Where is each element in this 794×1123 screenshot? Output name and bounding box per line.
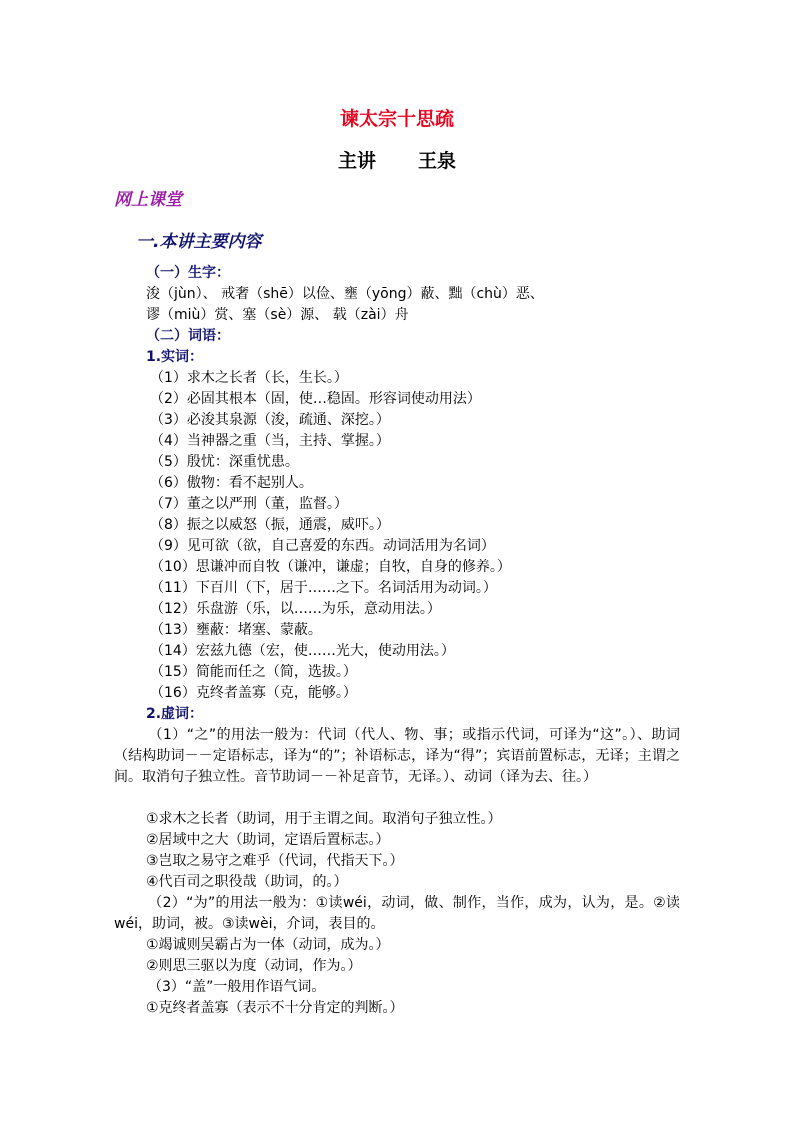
content-word-item: （15）简能而任之（简，选拔。） [150,664,357,680]
content-word-item: （14）宏兹九德（宏，使……光大，使动用法。） [150,643,455,659]
content-word-item: （2）必固其根本（固，使…稳固。形容词使动用法） [150,391,481,407]
content-word-item: （12）乐盘游（乐，以……为乐，意动用法。） [150,601,441,617]
content-word-item: （6）傲物：看不起别人。 [150,475,313,491]
zhi-usage-paragraph [114,725,680,788]
content-word-item: （8）振之以威怒（振，通震，威吓。） [150,517,390,533]
wei-example: ①竭诚则吴霸占为一体（动词，成为。） [146,937,390,953]
wei-usage-paragraph [114,893,680,935]
content-word-item: （3）必浚其泉源（浚，疏通、深挖。） [150,412,390,428]
new-characters-line: 谬（miù）赏、塞（sè）源、 载（zài）舟 [146,307,409,323]
zhi-example: ①求木之长者（助词，用于主谓之间。取消句子独立性。） [146,811,502,827]
function-words-label: 2.虚词： [146,706,204,722]
gai-example: ①克终者盖寡（表示不十分肯定的判断。） [146,1000,404,1016]
zhi-example: ④代百司之职役哉（助词，的。） [146,874,348,890]
zhi-example: ②居域中之大（助词，定语后置标志。） [146,832,390,848]
zhi-usage-text: （1）“之”的用法一般为：代词（代人、物、事；或指示代词，可译为“这”。）、助词（结构助词－－定语标志，译为“的”；补语标志，译为“得”；宾语前置标志，无译；主谓之间。取消句子独立性。音节助词－－补足音节，无译。）、动词（译为去、往。） [114,727,680,785]
document-title: 谏太宗十思疏 [339,108,454,130]
lecturer-line [0,148,794,174]
new-characters-line: 浚（jùn）、 戒奢（shē）以俭、壅（yōng）蔽、黜（chù）恶、 [146,286,544,302]
content-word-item: （7）董之以严刑（董，监督。） [150,496,348,512]
wei-example: ②则思三驱以为度（动词，作为。） [146,958,362,974]
content-word-item: （16）克终者盖寡（克，能够。） [150,685,357,701]
zhi-example: ③岂取之易守之难乎（代词，代指天下。） [146,853,404,869]
content-word-item: （5）殷忧：深重忧患。 [150,454,299,470]
content-word-item: （11）下百川（下，居于……之下。名词活用为动词。） [150,580,497,596]
content-word-item: （13）壅蔽：堵塞、蒙蔽。 [150,622,322,638]
section-heading: 网上课堂 [114,190,182,210]
wei-usage-text: （2）“为”的用法一般为：①读wéi，动词，做、制作，当作，成为，认为，是。②读wéi，助词，被。③读wèi，介词，表目的。 [114,895,680,932]
content-word-item: （9）见可欲（欲，自己喜爱的东西。动词活用为名词） [150,538,495,554]
content-word-item: （10）思谦冲而自牧（谦冲，谦虚；自牧，自身的修养。） [150,559,511,575]
vocabulary-label: （二）词语： [146,328,230,344]
main-content-heading: 一.本讲主要内容 [136,232,262,252]
lecturer-role: 主讲 [337,150,376,172]
content-word-item: （1）求木之长者（长，生长。） [150,370,348,386]
content-word-item: （4）当神器之重（当，主持、掌握。） [150,433,390,449]
lecturer-name: 王泉 [418,150,457,172]
content-words-label: 1.实词： [146,349,204,365]
new-characters-label: （一）生字： [146,265,230,281]
gai-usage-paragraph: （3）“盖”一般用作语气词。 [148,979,326,995]
